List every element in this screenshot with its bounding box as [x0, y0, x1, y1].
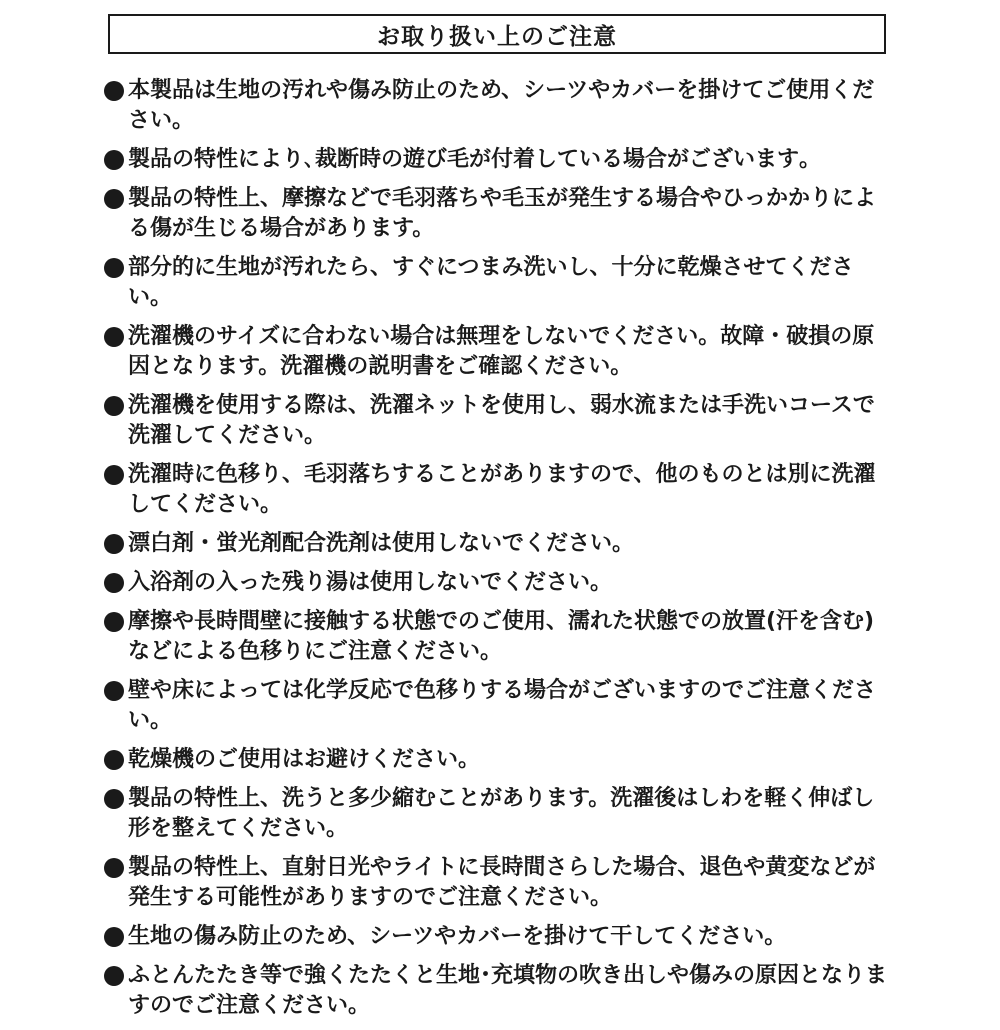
list-item — [104, 784, 894, 844]
caution-list — [104, 76, 894, 1030]
bullet-icon — [104, 465, 124, 485]
list-item — [104, 961, 894, 1021]
bullet-icon — [104, 858, 124, 878]
note-text: 漂白剤・蛍光剤配合洗剤は使用しないでください。 — [128, 531, 635, 556]
note-text: ふとんたたき等で強くたたくと生地･充填物の吹き出しや傷みの原因となりますのでご注意ください。 — [128, 963, 888, 1018]
note-text: 洗濯機を使用する際は、洗濯ネットを使用し、弱水流または手洗いコースで洗濯してください。 — [128, 393, 875, 448]
bullet-icon — [104, 150, 124, 170]
bullet-icon — [104, 927, 124, 947]
bullet-icon — [104, 573, 124, 593]
note-text: 製品の特性により､裁断時の遊び毛が付着している場合がございます｡ — [128, 147, 811, 172]
list-item — [104, 529, 894, 559]
note-text: 摩擦や長時間壁に接触する状態でのご使用、濡れた状態での放置(汗を含む)などによる色移りにご注意ください。 — [128, 609, 875, 664]
bullet-icon — [104, 81, 124, 101]
note-text: 生地の傷み防止のため、シーツやカバーを掛けて干してください。 — [128, 924, 787, 949]
list-item — [104, 853, 894, 913]
list-item — [104, 145, 894, 175]
list-item — [104, 607, 894, 667]
list-item — [104, 676, 894, 736]
list-item — [104, 922, 894, 952]
bullet-icon — [104, 750, 124, 770]
bullet-icon — [104, 189, 124, 209]
note-text: 洗濯時に色移り、毛羽落ちすることがありますので、他のものとは別に洗濯してください。 — [128, 462, 876, 517]
note-text: 部分的に生地が汚れたら、すぐにつまみ洗いし、十分に乾燥させてください。 — [128, 255, 854, 310]
note-text: 乾燥機のご使用はお避けください。 — [128, 747, 481, 772]
list-item — [104, 184, 894, 244]
bullet-icon — [104, 789, 124, 809]
bullet-icon — [104, 258, 124, 278]
list-item — [104, 745, 894, 775]
bullet-icon — [104, 327, 124, 347]
note-text: 製品の特性上、摩擦などで毛羽落ちや毛玉が発生する場合やひっかかりによる傷が生じる場合があります。 — [128, 186, 877, 241]
note-text: 壁や床によっては化学反応で色移りする場合がございますのでご注意ください。 — [128, 678, 877, 733]
list-item — [104, 568, 894, 598]
page-title: お取り扱い上のご注意 — [108, 14, 886, 54]
note-text: 製品の特性上、直射日光やライトに長時間さらした場合、退色や黄変などが発生する可能性がありますのでご注意ください。 — [128, 855, 876, 910]
list-item — [104, 391, 894, 451]
list-item — [104, 253, 894, 313]
bullet-icon — [104, 396, 124, 416]
note-text: 本製品は生地の汚れや傷み防止のため、シーツやカバーを掛けてご使用ください。 — [128, 78, 875, 133]
list-item — [104, 76, 894, 136]
bullet-icon — [104, 681, 124, 701]
list-item — [104, 322, 894, 382]
list-item — [104, 460, 894, 520]
note-text: 洗濯機のサイズに合わない場合は無理をしないでください。故障・破損の原因となります。洗濯機の説明書をご確認ください。 — [128, 324, 875, 379]
bullet-icon — [104, 612, 124, 632]
note-text: 製品の特性上、洗うと多少縮むことがあります。洗濯後はしわを軽く伸ばし形を整えてください。 — [128, 786, 875, 841]
bullet-icon — [104, 534, 124, 554]
note-text: 入浴剤の入った残り湯は使用しないでください。 — [128, 570, 613, 595]
bullet-icon — [104, 966, 124, 986]
